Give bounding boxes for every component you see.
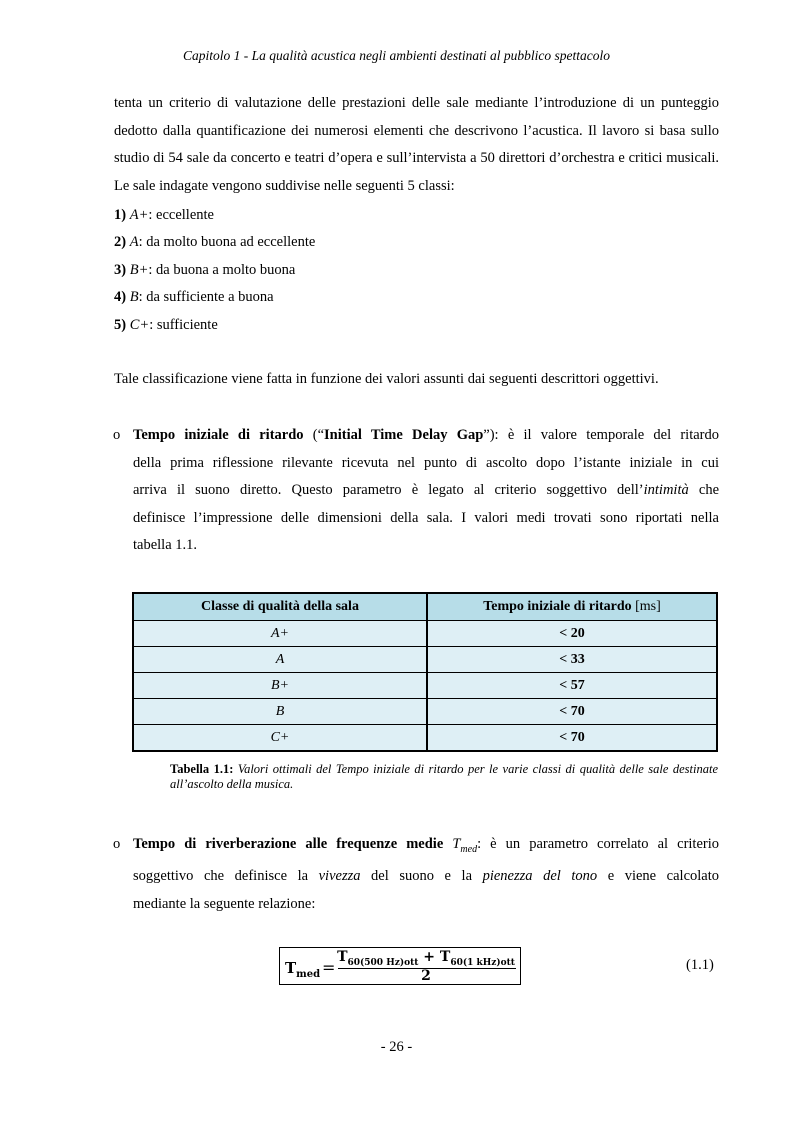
bullet-marker: o — [113, 427, 121, 443]
list-item: 3) B+: da buona a molto buona — [114, 262, 296, 278]
cell-value: < 33 — [427, 647, 717, 673]
formula-lhs: $T_{med}$ — [285, 959, 321, 980]
table-row — [133, 647, 717, 673]
list-item: 1) A+: eccellente — [114, 207, 214, 223]
table-row — [133, 673, 717, 699]
table-header-row — [133, 593, 717, 621]
bullet-marker: o — [113, 836, 121, 852]
header-itdg: Tempo iniziale di ritardo [ms] — [427, 593, 717, 621]
tmed-formula — [279, 947, 521, 985]
tmed-paragraph: Tempo di riverberazione alle frequenze medie $T_{med}$: è un parametro correlato al criterio soggettivo che definisce la vivezza del suono e la pienezza del tono e viene calcolato mediante la seguente relazione: — [133, 836, 720, 912]
cell-class: C+ — [133, 725, 427, 752]
cell-class: B — [133, 699, 427, 725]
list-item: 4) B: da sufficiente a buona — [114, 289, 274, 305]
list-item: 2) A: da molto buona ad eccellente — [114, 234, 316, 250]
intro-paragraph: tenta un criterio di valutazione delle prestazioni delle sale mediante l’introduzione di un punteggio dedotto dalla quantificazione dei numerosi elementi che descrivono l’acustica. Il lavoro si basa sullo studio di 54 sale da concerto e teatri d’opera e sull’intervista a 50 direttori d’orchestra e critici musicali. Le sale indagate vengono suddivise nelle seguenti 5 classi: — [114, 95, 719, 194]
table-row — [133, 621, 717, 647]
cell-class: B+ — [133, 673, 427, 699]
cell-value: < 57 — [427, 673, 717, 699]
equation-number: (1.1) — [686, 957, 714, 973]
header-class: Classe di qualità della sala — [133, 593, 427, 621]
itdg-table — [132, 592, 718, 752]
formula-equals: = — [322, 958, 336, 977]
table-caption: Tabella 1.1: Valori ottimali del Tempo iniziale di ritardo per le varie classi di qualità delle sale destinate all’ascolto della musica. — [170, 762, 718, 791]
cell-value: < 70 — [427, 699, 717, 725]
table-row — [133, 699, 717, 725]
cell-value: < 20 — [427, 621, 717, 647]
cell-class: A+ — [133, 621, 427, 647]
table-row — [133, 725, 717, 752]
cell-value: < 70 — [427, 725, 717, 752]
page-number: - 26 - — [380, 1039, 413, 1055]
classification-paragraph: Tale classificazione viene fatta in funzione dei valori assunti dai seguenti descrittori oggettivi. — [114, 371, 659, 387]
list-item: 5) C+: sufficiente — [114, 317, 218, 333]
formula-numerator: $T_{60(500 Hz)ott} + T_{60(1 kHz)ott}$ — [337, 949, 515, 968]
itdg-paragraph: Tempo iniziale di ritardo (“Initial Time Delay Gap”): è il valore temporale del ritardo della prima riflessione rilevante ricevuta nel punto di ascolto dopo l’istante iniziale in cui arriva il suono diretto. Questo parametro è legato al criterio soggettivo dell’intimità che definisce l’impressione delle dimensioni della sala. I valori medi trovati sono riportati nella tabella 1.1. — [133, 427, 720, 553]
cell-class: A — [133, 647, 427, 673]
running-header: Capitolo 1 - La qualità acustica negli ambienti destinati al pubblico spettacolo — [182, 48, 611, 63]
formula-denominator: 2 — [421, 968, 431, 984]
